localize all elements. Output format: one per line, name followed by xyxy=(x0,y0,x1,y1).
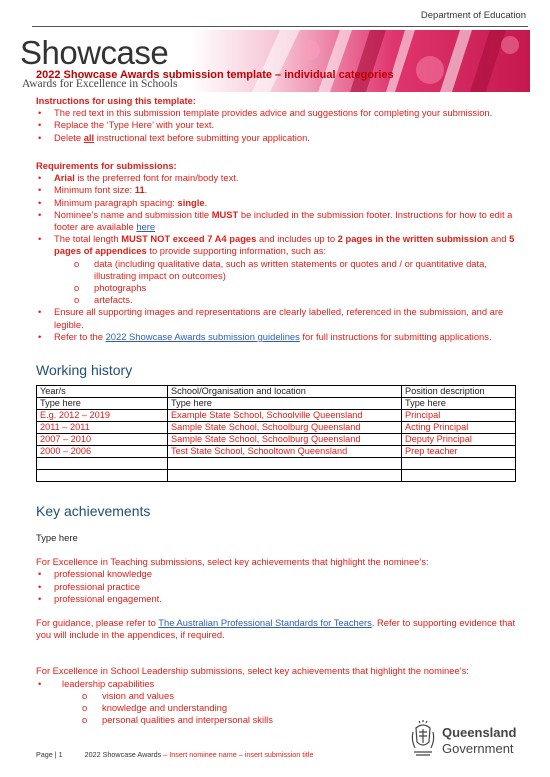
template-title: 2022 Showcase Awards submission template – individual categories xyxy=(36,69,394,81)
table-cell[interactable]: Type here xyxy=(37,398,168,410)
requirement-item: • Refer to the 2022 Showcase Awards submission guidelines for full instructions for submitting applications. xyxy=(36,331,516,343)
working-history-heading: Working history xyxy=(36,362,133,378)
table-cell[interactable]: Prep teacher xyxy=(402,446,516,458)
table-cell[interactable] xyxy=(168,458,402,470)
queensland-logo-line2: Government xyxy=(442,741,514,756)
working-history-table xyxy=(36,385,516,482)
instructions-block xyxy=(36,95,516,144)
table-cell[interactable]: Test State School, Schooltown Queensland xyxy=(168,446,402,458)
table-header-row xyxy=(37,386,516,398)
key-achievements-heading: Key achievements xyxy=(36,503,151,519)
column-header: School/Organisation and location xyxy=(168,386,402,398)
table-cell[interactable]: Example State School, Schoolville Queensland xyxy=(168,410,402,422)
table-cell[interactable]: Acting Principal xyxy=(402,422,516,434)
requirements-heading: Requirements for submissions: xyxy=(36,160,177,171)
teacher-standards-link[interactable]: The Australian Professional Standards for Teachers xyxy=(158,617,372,629)
footer-help-link[interactable]: here xyxy=(136,221,156,233)
table-cell[interactable] xyxy=(402,458,516,470)
table-cell[interactable]: 2007 – 2010 xyxy=(37,434,168,446)
footer-placeholder[interactable]: – Insert nominee name – insert submission title xyxy=(161,750,314,759)
table-cell[interactable] xyxy=(37,458,168,470)
column-header: Year/s xyxy=(37,386,168,398)
table-row[interactable] xyxy=(37,434,516,446)
teaching-intro: For Excellence in Teaching submissions, select key achievements that highlight the nominee’s: xyxy=(36,556,429,568)
table-row-empty[interactable] xyxy=(37,458,516,470)
appendix-item: o data (including qualitative data, such as written statements or quotes and / or quantitative data, illustrating impact on outcomes) xyxy=(54,258,516,282)
table-row[interactable] xyxy=(37,410,516,422)
table-cell[interactable] xyxy=(402,470,516,482)
requirement-item: • Minimum paragraph spacing: single. xyxy=(36,197,516,209)
key-achievements-block xyxy=(36,532,516,726)
footer-doc-title: 2022 Showcase Awards xyxy=(84,750,162,759)
table-cell[interactable]: E.g. 2012 – 2019 xyxy=(37,410,168,422)
table-cell[interactable]: Type here xyxy=(168,398,402,410)
guidelines-link[interactable]: 2022 Showcase Awards submission guidelines xyxy=(105,330,300,342)
type-here-text[interactable]: Type here xyxy=(36,532,78,543)
teaching-item: • professional engagement. xyxy=(36,593,516,605)
guidance-paragraph: For guidance, please refer to The Australian Professional Standards for Teachers. Refer to supporting evidence that you will include in the appendices, if required. xyxy=(36,617,516,641)
appendix-item: o artefacts. xyxy=(54,294,516,306)
instruction-item: • Delete all instructional text before submitting your application. xyxy=(36,132,516,144)
appendix-item: o photographs xyxy=(54,282,516,294)
table-cell[interactable]: 2000 – 2006 xyxy=(37,446,168,458)
teaching-item: • professional knowledge xyxy=(36,568,516,580)
table-row-empty[interactable] xyxy=(37,470,516,482)
requirement-item: • Ensure all supporting images and representations are clearly labelled, referenced in the submission, and are legible. xyxy=(36,306,516,330)
requirement-item: • The total length MUST NOT exceed 7 A4 pages and includes up to 2 pages in the written submission and 5 pages of appendices to provide supporting information, such as: o data (including qualitative data, such as written statements or quotes and / or quantitative data, illustrating impact on outcomes) o photographs o artefacts. xyxy=(36,233,516,306)
requirement-item: • Arial is the preferred font for main/body text. xyxy=(36,172,516,184)
table-cell[interactable] xyxy=(168,470,402,482)
table-cell[interactable] xyxy=(37,470,168,482)
table-cell[interactable]: Type here xyxy=(402,398,516,410)
instructions-heading: Instructions for using this template: xyxy=(36,95,196,106)
table-cell[interactable]: 2011 – 2011 xyxy=(37,422,168,434)
table-cell[interactable]: Deputy Principal xyxy=(402,434,516,446)
table-cell[interactable]: Sample State School, Schoolburg Queensland xyxy=(168,434,402,446)
table-cell[interactable]: Principal xyxy=(402,410,516,422)
leadership-sub-item: o knowledge and understanding xyxy=(62,702,516,714)
table-row[interactable] xyxy=(37,398,516,410)
department-name: Department of Education xyxy=(420,10,526,21)
table-cell[interactable]: Sample State School, Schoolburg Queensland xyxy=(168,422,402,434)
header-rule xyxy=(32,26,528,27)
page-number: Page | 1 xyxy=(36,750,63,759)
showcase-banner-artwork xyxy=(190,30,530,92)
instruction-item: • Replace the ‘Type Here’ with your text. xyxy=(36,119,516,131)
requirement-item: • Nominee’s name and submission title MUST be included in the submission footer. Instructions for how to edit a footer are available here xyxy=(36,209,516,233)
requirements-block xyxy=(36,160,516,343)
showcase-logo-subtitle: Awards for Excellence in Schools xyxy=(22,78,178,90)
requirement-item: • Minimum font size: 11. xyxy=(36,184,516,196)
teaching-item: • professional practice xyxy=(36,581,516,593)
queensland-logo-line1: Queensland xyxy=(442,725,517,740)
table-row[interactable] xyxy=(37,422,516,434)
leadership-item: • leadership capabilities o vision and values o knowledge and understanding o personal qualities and interpersonal skills xyxy=(36,678,516,727)
queensland-crest-icon xyxy=(410,718,436,758)
leadership-sub-item: o personal qualities and interpersonal skills xyxy=(62,714,516,726)
leadership-intro: For Excellence in School Leadership submissions, select key achievements that highlight the nominee’s: xyxy=(36,665,469,677)
table-row[interactable] xyxy=(37,446,516,458)
showcase-logo-word: Showcase xyxy=(20,34,169,71)
instruction-item: • The red text in this submission template provides advice and suggestions for completing your submission. xyxy=(36,107,516,119)
page-footer xyxy=(36,750,313,759)
leadership-sub-item: o vision and values xyxy=(62,690,516,702)
column-header: Position description xyxy=(402,386,516,398)
